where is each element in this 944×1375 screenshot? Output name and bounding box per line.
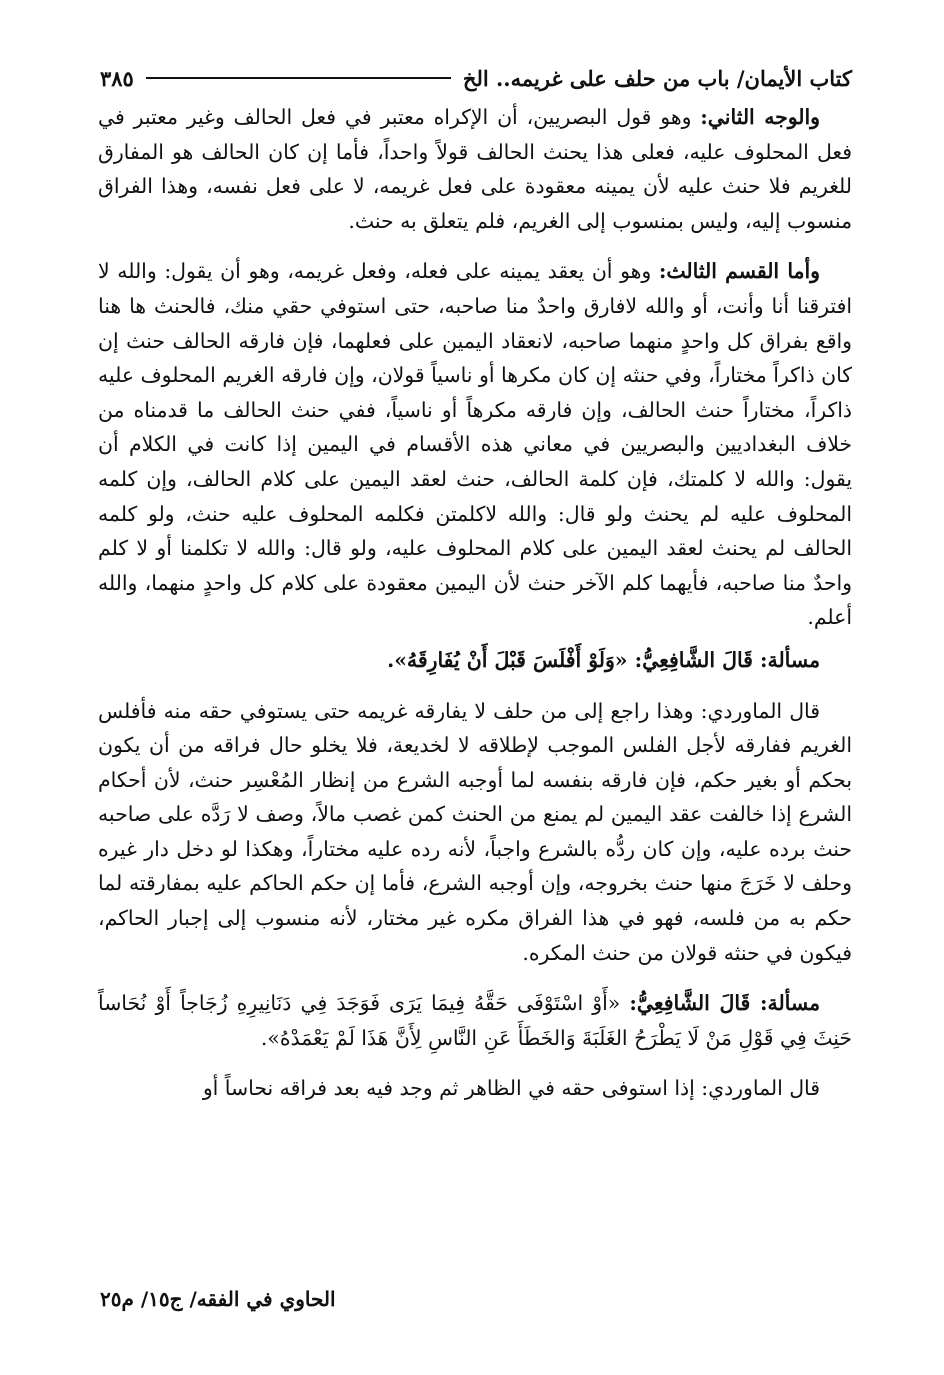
paragraph-text: «وَلَوْ أَفْلَسَ قَبْلَ أَنْ يُفَارِقَهُ».	[387, 647, 635, 672]
chapter-title: كتاب الأيمان/ باب من حلف على غريمه.. الخ	[462, 65, 852, 91]
page-number: ٣٨٥	[100, 65, 134, 91]
paragraph-text: وهو أن يعقد يمينه على فعله، وفعل غريمه، وهو أن يقول: والله لا افترقنا أنا وأنت، أو والله لافارق واحدٌ منا صاحبه، حتى استوفي حقي منك، فالحنث ها هنا واقع بفراق كل واحدٍ منهما صاحبه، لانعقاد اليمين على فعلهما، فإن فارقه الحالف حنث إن كان ذاكراً مختاراً، وفي حنثه إن كان مكرها أو ناسياً قولان، وإن فارقه الغريم المحلوف عليه ذاكراً، مختاراً حنث الحالف، وإن فارقه مكرهاً أو ناسياً، ففي حنث الحالف ما قدمناه من خلاف البغداديين والبصريين في معاني هذه الأقسام في اليمين إذا كانت في الكلام أن يقول: والله لا كلمتك، فإن كلمة الحالف، حنث لعقد اليمين على كلام الحالف، وإن كلمه المحلوف عليه لم يحنث ولو قال: والله لاكلمتن فكلمه المحلوف عليه حنث، ولو كلمه الحالف لم يحنث لعقد اليمين على كلام المحلوف عليه، ولو قال: والله لا تكلمنا أو لا كلم واحدٌ منا صاحبه، فأيهما كلم الآخر حنث لأن اليمين معقودة على كلام كل واحدٍ منهما، والله أعلم.	[98, 259, 852, 630]
paragraph-text: «أَوْ اسْتَوْفَى حَقَّهُ فِيمَا يَرَى فَوَجَدَ فِي دَنَانِيرِهِ زُجَاجاً أَوْ نُحَاساً حَنِثَ فِي قَوْلِ مَنْ لَا يَطْرَحُ الغَلَبَةَ وَالخَطَأَ عَنِ النَّاسِ لِأَنَّ هَذَا لَمْ يَعْمَدْهُ».	[98, 991, 852, 1050]
paragraph-text: قال الماوردي: إذا استوفى حقه في الظاهر ثم وجد فيه بعد فراقه نحاساً أو	[202, 1076, 820, 1101]
paragraph-third-section	[98, 254, 852, 635]
header-rule	[146, 77, 451, 79]
paragraph-mawardi-2	[98, 1071, 852, 1106]
paragraph-mawardi-1	[98, 694, 852, 971]
paragraph-lead: والوجه الثاني:	[700, 105, 820, 129]
paragraph-text: قال الماوردي: وهذا راجع إلى من حلف لا يفارقه غريمه حتى يستوفي حقه منه فأفلس الغريم ففارقه لأجل الفلس الموجب لإطلاقه لا لخديعة، فلا يخلو حال فراقه من أن يكون بحكم أو بغير حكم، فإن فارقه بنفسه لما أوجبه الشرع من إنظار المُعْسِر حنث، لأن أحكام الشرع إذا خالفت عقد اليمين لم يمنع من الحنث كمن غصب مالاً، وصف لا رَدَّه على صاحبه حنث برده عليه، وإن كان ردُّه بالشرع واجباً، لأنه رده عليه مختاراً، وهكذا لو دخل دار غيره وحلف لا خَرَجَ منها حنث بخروجه، وإن أوجبه الشرع، فأما إن حكم الحاكم عليه بمفارقته لما حكم به من فلسه، فهو في هذا الفراق مكره غير مختار، لأنه منسوب إلى إجبار الحاكم، فيكون في حنثه قولان من حنث المكره.	[98, 698, 852, 965]
masala-heading-2	[98, 986, 852, 1055]
paragraph-text: وهو قول البصريين، أن الإكراه معتبر في فعل الحالف وغير معتبر في فعل المحلوف عليه، فعلى هذا يحنث الحالف قولاً واحداً، فأما إن كان الحالف هو المفارق للغريم فلا حنث عليه لأن يمينه معقودة على فعل غريمه، لا على فعل نفسه، وهذا الفراق منسوب إليه، وليس بمنسوب إلى الغريم، فلم يتعلق به حنث.	[98, 105, 852, 233]
paragraph-lead: وأما القسم الثالث:	[658, 259, 820, 284]
running-header	[100, 60, 852, 96]
page-body	[98, 100, 852, 1106]
masala-heading-1	[98, 643, 852, 678]
volume-signature: الحاوي في الفقه/ ج١٥/ م٢٥	[100, 1287, 336, 1311]
paragraph-lead: مسألة: قَالَ الشَّافِعِيُّ:	[629, 991, 820, 1016]
paragraph-lead: مسألة: قَالَ الشَّافِعِيُّ:	[634, 647, 820, 672]
paragraph-second-view	[98, 100, 852, 238]
